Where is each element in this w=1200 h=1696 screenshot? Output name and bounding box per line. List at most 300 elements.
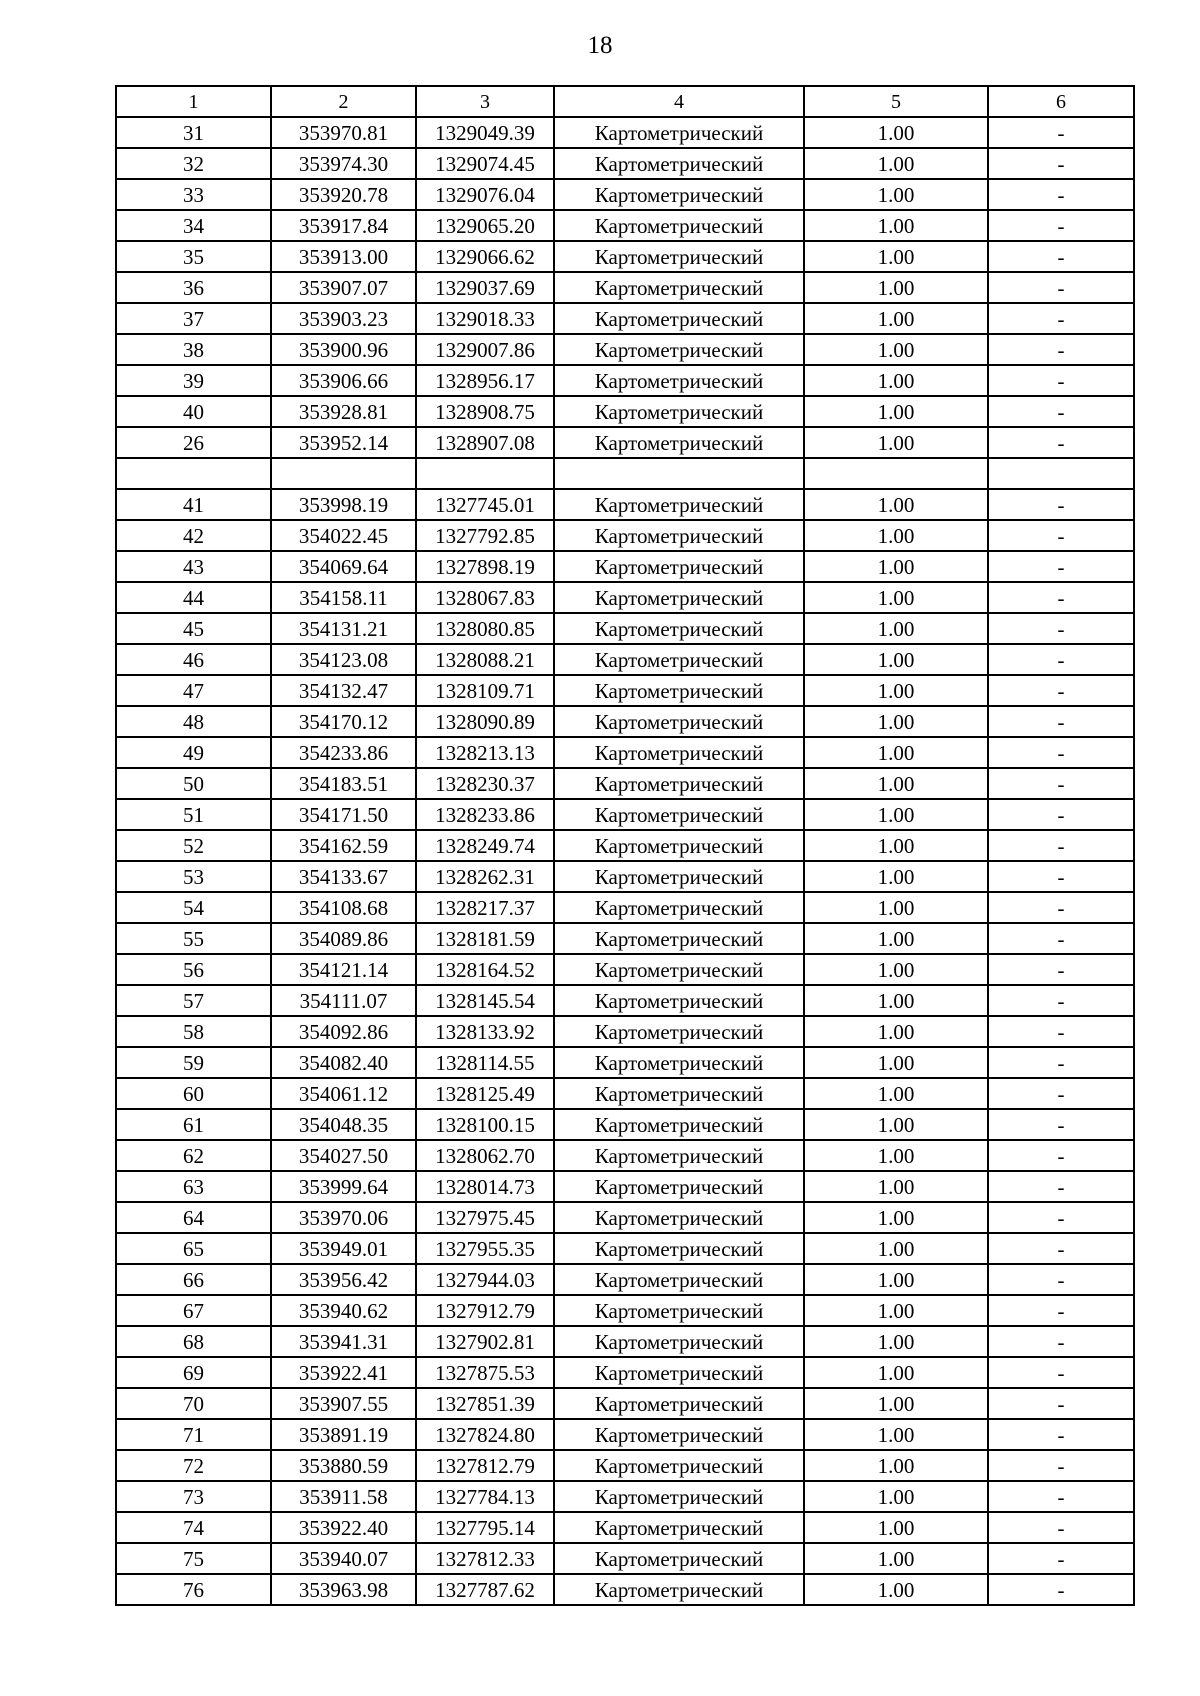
table-row — [116, 861, 1134, 892]
accuracy-cell: 1.00 — [804, 148, 988, 179]
description-cell: - — [988, 923, 1134, 954]
y-coordinate-cell: 1329066.62 — [416, 241, 554, 272]
point-number-cell: 36 — [116, 272, 271, 303]
point-number-cell: 74 — [116, 1512, 271, 1543]
method-cell: Картометрический — [554, 1047, 804, 1078]
table-row — [116, 551, 1134, 582]
accuracy-cell: 1.00 — [804, 923, 988, 954]
y-coordinate-cell: 1328088.21 — [416, 644, 554, 675]
x-coordinate-cell: 353880.59 — [271, 1450, 416, 1481]
method-cell: Картометрический — [554, 830, 804, 861]
point-number-cell: 34 — [116, 210, 271, 241]
y-coordinate-cell: 1329074.45 — [416, 148, 554, 179]
accuracy-cell: 1.00 — [804, 272, 988, 303]
accuracy-cell: 1.00 — [804, 1512, 988, 1543]
y-coordinate-cell: 1327795.14 — [416, 1512, 554, 1543]
coordinates-table — [115, 85, 1135, 1606]
accuracy-cell: 1.00 — [804, 427, 988, 458]
x-coordinate-cell: 353974.30 — [271, 148, 416, 179]
x-coordinate-cell: 353970.81 — [271, 117, 416, 148]
x-coordinate-cell: 354089.86 — [271, 923, 416, 954]
accuracy-cell: 1.00 — [804, 830, 988, 861]
accuracy-cell: 1.00 — [804, 1357, 988, 1388]
y-coordinate-cell: 1329007.86 — [416, 334, 554, 365]
x-coordinate-cell — [271, 458, 416, 489]
x-coordinate-cell: 353998.19 — [271, 489, 416, 520]
point-number-cell: 43 — [116, 551, 271, 582]
table-row — [116, 830, 1134, 861]
accuracy-cell: 1.00 — [804, 1078, 988, 1109]
point-number-cell: 49 — [116, 737, 271, 768]
point-number-cell: 63 — [116, 1171, 271, 1202]
accuracy-cell: 1.00 — [804, 675, 988, 706]
y-coordinate-cell: 1328145.54 — [416, 985, 554, 1016]
point-number-cell: 76 — [116, 1574, 271, 1605]
point-number-cell: 26 — [116, 427, 271, 458]
x-coordinate-cell: 354158.11 — [271, 582, 416, 613]
description-cell: - — [988, 396, 1134, 427]
accuracy-cell: 1.00 — [804, 241, 988, 272]
x-coordinate-cell: 354183.51 — [271, 768, 416, 799]
point-number-cell: 75 — [116, 1543, 271, 1574]
table-row — [116, 272, 1134, 303]
accuracy-cell: 1.00 — [804, 1202, 988, 1233]
table-row — [116, 241, 1134, 272]
y-coordinate-cell: 1328233.86 — [416, 799, 554, 830]
point-number-cell: 50 — [116, 768, 271, 799]
description-cell: - — [988, 427, 1134, 458]
accuracy-cell: 1.00 — [804, 551, 988, 582]
y-coordinate-cell: 1327898.19 — [416, 551, 554, 582]
point-number-cell: 39 — [116, 365, 271, 396]
table-row — [116, 1078, 1134, 1109]
table-row — [116, 1264, 1134, 1295]
y-coordinate-cell: 1327792.85 — [416, 520, 554, 551]
method-cell: Картометрический — [554, 1357, 804, 1388]
column-header: 4 — [554, 86, 804, 117]
point-number-cell: 72 — [116, 1450, 271, 1481]
x-coordinate-cell: 354171.50 — [271, 799, 416, 830]
point-number-cell: 67 — [116, 1295, 271, 1326]
y-coordinate-cell: 1328062.70 — [416, 1140, 554, 1171]
table-row — [116, 644, 1134, 675]
description-cell: - — [988, 365, 1134, 396]
table-row — [116, 737, 1134, 768]
table-row — [116, 768, 1134, 799]
method-cell: Картометрический — [554, 954, 804, 985]
accuracy-cell: 1.00 — [804, 1543, 988, 1574]
accuracy-cell: 1.00 — [804, 179, 988, 210]
method-cell: Картометрический — [554, 582, 804, 613]
table-row — [116, 489, 1134, 520]
description-cell — [988, 458, 1134, 489]
y-coordinate-cell: 1328217.37 — [416, 892, 554, 923]
point-number-cell: 73 — [116, 1481, 271, 1512]
method-cell: Картометрический — [554, 210, 804, 241]
description-cell: - — [988, 1016, 1134, 1047]
method-cell: Картометрический — [554, 1419, 804, 1450]
y-coordinate-cell — [416, 458, 554, 489]
point-number-cell: 70 — [116, 1388, 271, 1419]
point-number-cell: 56 — [116, 954, 271, 985]
method-cell: Картометрический — [554, 706, 804, 737]
point-number-cell: 59 — [116, 1047, 271, 1078]
description-cell: - — [988, 1543, 1134, 1574]
table-row — [116, 892, 1134, 923]
y-coordinate-cell: 1328067.83 — [416, 582, 554, 613]
description-cell: - — [988, 272, 1134, 303]
accuracy-cell: 1.00 — [804, 768, 988, 799]
accuracy-cell: 1.00 — [804, 892, 988, 923]
column-header: 1 — [116, 86, 271, 117]
y-coordinate-cell: 1328908.75 — [416, 396, 554, 427]
method-cell: Картометрический — [554, 1450, 804, 1481]
column-header: 5 — [804, 86, 988, 117]
method-cell: Картометрический — [554, 148, 804, 179]
description-cell: - — [988, 613, 1134, 644]
x-coordinate-cell: 353940.07 — [271, 1543, 416, 1574]
description-cell: - — [988, 582, 1134, 613]
table-row — [116, 148, 1134, 179]
y-coordinate-cell: 1327787.62 — [416, 1574, 554, 1605]
accuracy-cell: 1.00 — [804, 1295, 988, 1326]
description-cell: - — [988, 1109, 1134, 1140]
method-cell: Картометрический — [554, 737, 804, 768]
x-coordinate-cell: 353999.64 — [271, 1171, 416, 1202]
column-header: 2 — [271, 86, 416, 117]
y-coordinate-cell: 1328956.17 — [416, 365, 554, 396]
point-number-cell — [116, 458, 271, 489]
header-row — [116, 86, 1134, 117]
description-cell: - — [988, 1295, 1134, 1326]
method-cell: Картометрический — [554, 675, 804, 706]
method-cell: Картометрический — [554, 1140, 804, 1171]
table-row — [116, 334, 1134, 365]
method-cell: Картометрический — [554, 1574, 804, 1605]
y-coordinate-cell: 1328907.08 — [416, 427, 554, 458]
method-cell — [554, 458, 804, 489]
description-cell: - — [988, 830, 1134, 861]
y-coordinate-cell: 1328114.55 — [416, 1047, 554, 1078]
table-row — [116, 985, 1134, 1016]
method-cell: Картометрический — [554, 303, 804, 334]
table-row — [116, 1109, 1134, 1140]
x-coordinate-cell: 354111.07 — [271, 985, 416, 1016]
table-row — [116, 520, 1134, 551]
description-cell: - — [988, 768, 1134, 799]
table-row — [116, 1171, 1134, 1202]
empty-separator-row — [116, 458, 1134, 489]
description-cell: - — [988, 675, 1134, 706]
method-cell: Картометрический — [554, 241, 804, 272]
page-number: 18 — [587, 32, 613, 59]
point-number-cell: 42 — [116, 520, 271, 551]
x-coordinate-cell: 353913.00 — [271, 241, 416, 272]
accuracy-cell: 1.00 — [804, 1140, 988, 1171]
y-coordinate-cell: 1328262.31 — [416, 861, 554, 892]
accuracy-cell: 1.00 — [804, 582, 988, 613]
accuracy-cell — [804, 458, 988, 489]
description-cell: - — [988, 1047, 1134, 1078]
table-row — [116, 1047, 1134, 1078]
x-coordinate-cell: 353922.40 — [271, 1512, 416, 1543]
description-cell: - — [988, 892, 1134, 923]
description-cell: - — [988, 148, 1134, 179]
table-row — [116, 117, 1134, 148]
description-cell: - — [988, 241, 1134, 272]
x-coordinate-cell: 354061.12 — [271, 1078, 416, 1109]
x-coordinate-cell: 354092.86 — [271, 1016, 416, 1047]
table-row — [116, 210, 1134, 241]
method-cell: Картометрический — [554, 1078, 804, 1109]
y-coordinate-cell: 1327944.03 — [416, 1264, 554, 1295]
x-coordinate-cell: 353963.98 — [271, 1574, 416, 1605]
y-coordinate-cell: 1327851.39 — [416, 1388, 554, 1419]
x-coordinate-cell: 353928.81 — [271, 396, 416, 427]
point-number-cell: 62 — [116, 1140, 271, 1171]
y-coordinate-cell: 1329049.39 — [416, 117, 554, 148]
method-cell: Картометрический — [554, 427, 804, 458]
y-coordinate-cell: 1327902.81 — [416, 1326, 554, 1357]
y-coordinate-cell: 1328249.74 — [416, 830, 554, 861]
description-cell: - — [988, 1233, 1134, 1264]
table-row — [116, 179, 1134, 210]
description-cell: - — [988, 179, 1134, 210]
x-coordinate-cell: 353907.07 — [271, 272, 416, 303]
point-number-cell: 53 — [116, 861, 271, 892]
method-cell: Картометрический — [554, 334, 804, 365]
table-row — [116, 1512, 1134, 1543]
method-cell: Картометрический — [554, 799, 804, 830]
description-cell: - — [988, 1450, 1134, 1481]
x-coordinate-cell: 354069.64 — [271, 551, 416, 582]
y-coordinate-cell: 1327875.53 — [416, 1357, 554, 1388]
y-coordinate-cell: 1329065.20 — [416, 210, 554, 241]
y-coordinate-cell: 1329076.04 — [416, 179, 554, 210]
description-cell: - — [988, 1326, 1134, 1357]
point-number-cell: 60 — [116, 1078, 271, 1109]
table-row — [116, 706, 1134, 737]
point-number-cell: 37 — [116, 303, 271, 334]
accuracy-cell: 1.00 — [804, 1171, 988, 1202]
table-row — [116, 1202, 1134, 1233]
method-cell: Картометрический — [554, 520, 804, 551]
method-cell: Картометрический — [554, 1264, 804, 1295]
table-row — [116, 1295, 1134, 1326]
accuracy-cell: 1.00 — [804, 644, 988, 675]
table-row — [116, 1326, 1134, 1357]
table-row — [116, 427, 1134, 458]
point-number-cell: 61 — [116, 1109, 271, 1140]
y-coordinate-cell: 1329037.69 — [416, 272, 554, 303]
x-coordinate-cell: 354121.14 — [271, 954, 416, 985]
description-cell: - — [988, 551, 1134, 582]
table-row — [116, 1140, 1134, 1171]
x-coordinate-cell: 354131.21 — [271, 613, 416, 644]
x-coordinate-cell: 353952.14 — [271, 427, 416, 458]
table-row — [116, 396, 1134, 427]
accuracy-cell: 1.00 — [804, 1326, 988, 1357]
x-coordinate-cell: 354108.68 — [271, 892, 416, 923]
x-coordinate-cell: 353920.78 — [271, 179, 416, 210]
x-coordinate-cell: 353906.66 — [271, 365, 416, 396]
method-cell: Картометрический — [554, 1016, 804, 1047]
point-number-cell: 32 — [116, 148, 271, 179]
table-row — [116, 923, 1134, 954]
description-cell: - — [988, 799, 1134, 830]
point-number-cell: 31 — [116, 117, 271, 148]
x-coordinate-cell: 354027.50 — [271, 1140, 416, 1171]
description-cell: - — [988, 985, 1134, 1016]
method-cell: Картометрический — [554, 179, 804, 210]
accuracy-cell: 1.00 — [804, 1574, 988, 1605]
description-cell: - — [988, 737, 1134, 768]
description-cell: - — [988, 210, 1134, 241]
accuracy-cell: 1.00 — [804, 1233, 988, 1264]
accuracy-cell: 1.00 — [804, 985, 988, 1016]
accuracy-cell: 1.00 — [804, 365, 988, 396]
point-number-cell: 47 — [116, 675, 271, 706]
accuracy-cell: 1.00 — [804, 613, 988, 644]
method-cell: Картометрический — [554, 1388, 804, 1419]
description-cell: - — [988, 1357, 1134, 1388]
y-coordinate-cell: 1328100.15 — [416, 1109, 554, 1140]
x-coordinate-cell: 354082.40 — [271, 1047, 416, 1078]
table-row — [116, 1233, 1134, 1264]
x-coordinate-cell: 353940.62 — [271, 1295, 416, 1326]
description-cell: - — [988, 1419, 1134, 1450]
method-cell: Картометрический — [554, 117, 804, 148]
y-coordinate-cell: 1327824.80 — [416, 1419, 554, 1450]
point-number-cell: 45 — [116, 613, 271, 644]
accuracy-cell: 1.00 — [804, 1047, 988, 1078]
y-coordinate-cell: 1328213.13 — [416, 737, 554, 768]
accuracy-cell: 1.00 — [804, 737, 988, 768]
point-number-cell: 66 — [116, 1264, 271, 1295]
y-coordinate-cell: 1327812.79 — [416, 1450, 554, 1481]
accuracy-cell: 1.00 — [804, 520, 988, 551]
point-number-cell: 51 — [116, 799, 271, 830]
accuracy-cell: 1.00 — [804, 954, 988, 985]
x-coordinate-cell: 354022.45 — [271, 520, 416, 551]
table-row — [116, 799, 1134, 830]
point-number-cell: 38 — [116, 334, 271, 365]
y-coordinate-cell: 1327975.45 — [416, 1202, 554, 1233]
x-coordinate-cell: 353911.58 — [271, 1481, 416, 1512]
x-coordinate-cell: 354048.35 — [271, 1109, 416, 1140]
point-number-cell: 64 — [116, 1202, 271, 1233]
column-header: 6 — [988, 86, 1134, 117]
method-cell: Картометрический — [554, 1481, 804, 1512]
description-cell: - — [988, 1171, 1134, 1202]
table-row — [116, 1357, 1134, 1388]
x-coordinate-cell: 354170.12 — [271, 706, 416, 737]
point-number-cell: 40 — [116, 396, 271, 427]
point-number-cell: 44 — [116, 582, 271, 613]
point-number-cell: 58 — [116, 1016, 271, 1047]
description-cell: - — [988, 1264, 1134, 1295]
method-cell: Картометрический — [554, 1109, 804, 1140]
method-cell: Картометрический — [554, 644, 804, 675]
x-coordinate-cell: 354233.86 — [271, 737, 416, 768]
method-cell: Картометрический — [554, 272, 804, 303]
point-number-cell: 65 — [116, 1233, 271, 1264]
accuracy-cell: 1.00 — [804, 1016, 988, 1047]
accuracy-cell: 1.00 — [804, 117, 988, 148]
y-coordinate-cell: 1327745.01 — [416, 489, 554, 520]
accuracy-cell: 1.00 — [804, 334, 988, 365]
description-cell: - — [988, 1078, 1134, 1109]
y-coordinate-cell: 1327812.33 — [416, 1543, 554, 1574]
y-coordinate-cell: 1329018.33 — [416, 303, 554, 334]
table-body — [116, 117, 1134, 1605]
x-coordinate-cell: 353922.41 — [271, 1357, 416, 1388]
y-coordinate-cell: 1327912.79 — [416, 1295, 554, 1326]
point-number-cell: 68 — [116, 1326, 271, 1357]
y-coordinate-cell: 1328125.49 — [416, 1078, 554, 1109]
method-cell: Картометрический — [554, 923, 804, 954]
point-number-cell: 46 — [116, 644, 271, 675]
y-coordinate-cell: 1328014.73 — [416, 1171, 554, 1202]
x-coordinate-cell: 353941.31 — [271, 1326, 416, 1357]
point-number-cell: 71 — [116, 1419, 271, 1450]
y-coordinate-cell: 1328164.52 — [416, 954, 554, 985]
description-cell: - — [988, 520, 1134, 551]
method-cell: Картометрический — [554, 1543, 804, 1574]
x-coordinate-cell: 353907.55 — [271, 1388, 416, 1419]
accuracy-cell: 1.00 — [804, 1481, 988, 1512]
table-row — [116, 1574, 1134, 1605]
accuracy-cell: 1.00 — [804, 1264, 988, 1295]
table-row — [116, 1388, 1134, 1419]
method-cell: Картометрический — [554, 1512, 804, 1543]
accuracy-cell: 1.00 — [804, 1450, 988, 1481]
point-number-cell: 69 — [116, 1357, 271, 1388]
point-number-cell: 41 — [116, 489, 271, 520]
method-cell: Картометрический — [554, 892, 804, 923]
y-coordinate-cell: 1328090.89 — [416, 706, 554, 737]
method-cell: Картометрический — [554, 1202, 804, 1233]
method-cell: Картометрический — [554, 1233, 804, 1264]
description-cell: - — [988, 1512, 1134, 1543]
table-row — [116, 613, 1134, 644]
description-cell: - — [988, 1202, 1134, 1233]
accuracy-cell: 1.00 — [804, 396, 988, 427]
description-cell: - — [988, 334, 1134, 365]
method-cell: Картометрический — [554, 365, 804, 396]
point-number-cell: 57 — [116, 985, 271, 1016]
x-coordinate-cell: 353949.01 — [271, 1233, 416, 1264]
method-cell: Картометрический — [554, 768, 804, 799]
description-cell: - — [988, 861, 1134, 892]
x-coordinate-cell: 354133.67 — [271, 861, 416, 892]
table-row — [116, 1450, 1134, 1481]
method-cell: Картометрический — [554, 489, 804, 520]
accuracy-cell: 1.00 — [804, 1388, 988, 1419]
x-coordinate-cell: 354123.08 — [271, 644, 416, 675]
description-cell: - — [988, 1481, 1134, 1512]
table-row — [116, 675, 1134, 706]
y-coordinate-cell: 1328181.59 — [416, 923, 554, 954]
accuracy-cell: 1.00 — [804, 303, 988, 334]
method-cell: Картометрический — [554, 1326, 804, 1357]
table-row — [116, 954, 1134, 985]
method-cell: Картометрический — [554, 551, 804, 582]
point-number-cell: 54 — [116, 892, 271, 923]
point-number-cell: 35 — [116, 241, 271, 272]
point-number-cell: 33 — [116, 179, 271, 210]
y-coordinate-cell: 1328080.85 — [416, 613, 554, 644]
